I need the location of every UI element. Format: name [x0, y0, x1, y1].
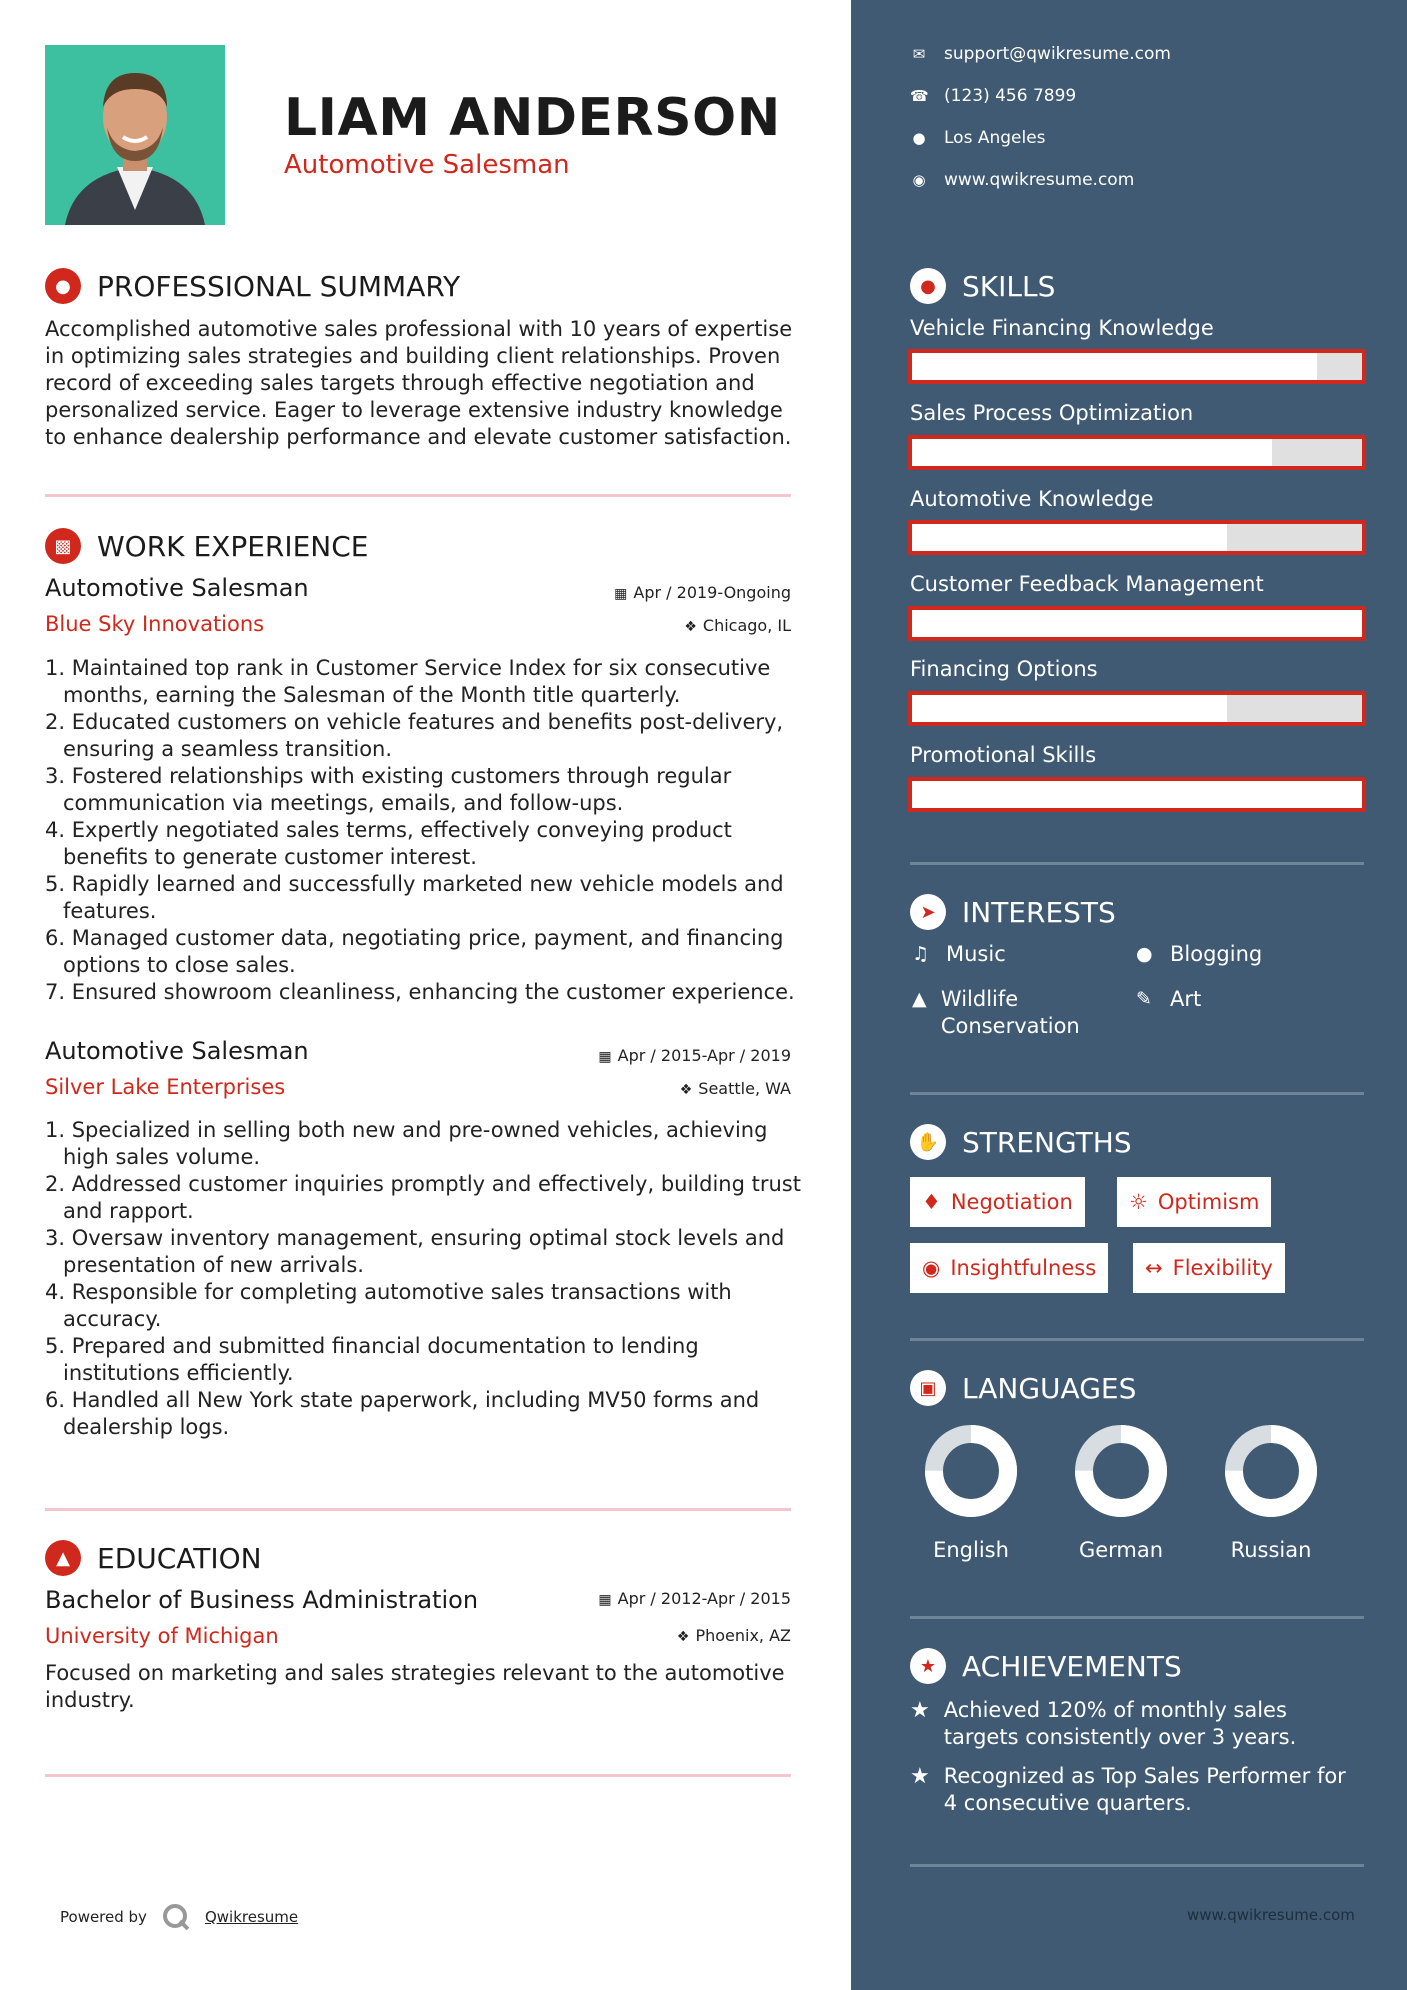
paper-plane-icon: ➤ — [910, 894, 946, 930]
interests-title: INTERESTS — [962, 895, 1116, 929]
list-item: 4. Responsible for completing automotive sales transactions with accuracy. — [45, 1280, 732, 1331]
music-icon: ♫ — [912, 943, 930, 965]
interest-label: Music — [946, 942, 1006, 966]
job-date-text: Apr / 2019-Ongoing — [633, 583, 791, 602]
skill-bar-fill — [912, 610, 1362, 637]
job-location-text: Chicago, IL — [702, 616, 791, 635]
language-icon: ▣ — [910, 1370, 946, 1406]
achievement-item — [910, 1697, 1360, 1751]
skill-bar — [908, 349, 1366, 384]
list-item: 1. Maintained top rank in Customer Service Index for six consecutive months, earning the Salesman of the Month title quarterly. — [45, 656, 771, 707]
skill-bar-fill — [912, 439, 1272, 466]
skills-title: SKILLS — [962, 269, 1056, 303]
hand-icon: ✋ — [910, 1124, 946, 1160]
contact-phone-text: (123) 456 7899 — [944, 86, 1077, 106]
job-date — [598, 1046, 791, 1065]
skills-heading — [910, 268, 1055, 304]
skill-bar — [908, 606, 1366, 641]
achievement-text: Achieved 120% of monthly sales targets consistently over 3 years. — [943, 1698, 1297, 1749]
list-item: 7. Ensured showroom cleanliness, enhancing the customer experience. — [45, 980, 795, 1004]
pin-icon: ❖ — [684, 619, 697, 635]
language-ring — [1224, 1424, 1318, 1518]
experience-title: WORK EXPERIENCE — [97, 529, 369, 563]
strength-label: Negotiation — [950, 1190, 1073, 1214]
strength-label: Flexibility — [1172, 1256, 1273, 1280]
strength-badge — [1117, 1177, 1271, 1227]
achievements-title: ACHIEVEMENTS — [962, 1649, 1182, 1683]
candidate-title: Automotive Salesman — [284, 150, 570, 180]
powered-by-label: Powered by — [60, 1908, 147, 1926]
job-location-text: Seattle, WA — [698, 1079, 791, 1098]
language-item — [916, 1424, 1026, 1562]
interest-label: Wildlife Conservation — [940, 987, 1080, 1038]
strengths-title: STRENGTHS — [962, 1125, 1132, 1159]
list-item: 6. Handled all New York state paperwork, including MV50 forms and dealership logs. — [45, 1388, 760, 1439]
interest-item — [912, 986, 1112, 1040]
contact-email[interactable] — [910, 44, 1171, 64]
section-divider — [45, 1508, 791, 1511]
list-item: 2. Educated customers on vehicle features and benefits post-delivery, ensuring a seamless transition. — [45, 710, 784, 761]
skill-label: Promotional Skills — [910, 743, 1097, 767]
list-item: 1. Specialized in selling both new and pre-owned vehicles, achieving high sales volume. — [45, 1118, 768, 1169]
strength-badge — [910, 1243, 1108, 1293]
powered-by — [60, 1902, 298, 1932]
graduation-cap-icon: ▲ — [45, 1540, 81, 1576]
star-icon: ★ — [910, 1698, 930, 1723]
languages-heading — [910, 1370, 1136, 1406]
language-label: Russian — [1230, 1538, 1312, 1562]
handshake-icon: ♦ — [922, 1190, 941, 1214]
skill-label: Vehicle Financing Knowledge — [910, 316, 1214, 340]
strengths-heading — [910, 1124, 1132, 1160]
skill-bar-fill — [912, 524, 1227, 551]
qwikresume-logo-icon — [161, 1902, 191, 1932]
briefcase-icon: ▩ — [45, 528, 81, 564]
strength-badge — [910, 1177, 1085, 1227]
summary-heading — [45, 268, 460, 304]
calendar-icon: ▦ — [598, 1049, 612, 1065]
phone-icon: ☎ — [910, 87, 929, 105]
profile-photo — [45, 45, 225, 225]
experience-heading — [45, 528, 368, 564]
skill-bar — [908, 691, 1366, 726]
contact-email-text: support@qwikresume.com — [944, 44, 1171, 64]
skill-label: Automotive Knowledge — [910, 487, 1154, 511]
achievement-text: Recognized as Top Sales Performer for 4 consecutive quarters. — [943, 1764, 1346, 1815]
globe-icon: ◉ — [912, 171, 926, 189]
map-marker-icon: ● — [912, 129, 926, 147]
skill-label: Customer Feedback Management — [910, 572, 1264, 596]
education-description: Focused on marketing and sales strategies relevant to the automotive industry. — [45, 1661, 785, 1712]
section-divider — [910, 1338, 1364, 1341]
skill-bar — [908, 777, 1366, 812]
job-date-text: Apr / 2015-Apr / 2019 — [617, 1046, 791, 1065]
section-divider — [910, 1092, 1364, 1095]
job-location — [680, 1079, 791, 1098]
list-item: 3. Oversaw inventory management, ensuring optimal stock levels and presentation of new arrivals. — [45, 1226, 785, 1277]
list-item: 2. Addressed customer inquiries promptly and effectively, building trust and rapport. — [45, 1172, 801, 1223]
language-label: English — [933, 1538, 1009, 1562]
education-location — [677, 1626, 791, 1645]
list-item: 4. Expertly negotiated sales terms, effectively conveying product benefits to generate customer interest. — [45, 818, 732, 869]
section-divider — [45, 494, 791, 497]
arrows-h-icon: ↔ — [1145, 1256, 1163, 1280]
summary-title: PROFESSIONAL SUMMARY — [97, 269, 461, 303]
skill-label: Financing Options — [910, 657, 1098, 681]
lightbulb-icon: ● — [910, 268, 946, 304]
interests-heading — [910, 894, 1116, 930]
skill-bar — [908, 435, 1366, 470]
paintbrush-icon: ✎ — [1136, 988, 1152, 1010]
eye-icon: ◉ — [922, 1256, 941, 1280]
strength-label: Optimism — [1157, 1190, 1260, 1214]
interest-item — [912, 941, 1006, 968]
skill-bar-fill — [912, 695, 1227, 722]
sun-icon: ☼ — [1129, 1190, 1148, 1214]
education-title: EDUCATION — [97, 1541, 262, 1575]
job-location — [684, 616, 791, 635]
contact-website-text: www.qwikresume.com — [944, 170, 1135, 190]
pin-icon: ❖ — [676, 1629, 690, 1645]
candidate-name: LIAM ANDERSON — [284, 88, 781, 148]
education-location-text: Phoenix, AZ — [695, 1626, 791, 1645]
language-item — [1216, 1424, 1326, 1562]
strength-badge — [1133, 1243, 1285, 1293]
job-bullets — [45, 1117, 805, 1441]
skill-bar — [908, 520, 1366, 555]
section-divider — [910, 862, 1364, 865]
qwikresume-link[interactable]: Qwikresume — [204, 1908, 299, 1926]
contact-location — [910, 128, 1046, 148]
education-date-text: Apr / 2012-Apr / 2015 — [617, 1589, 791, 1608]
contact-phone[interactable] — [910, 86, 1076, 106]
summary-text: Accomplished automotive sales professional with 10 years of expertise in optimizing sales strategies and building client relationships. Proven record of exceeding sales targets through effective negotiation and personalized service. Eager to leverage extensive industry knowledge to enhance dealership performance and elevate customer satisfaction. — [45, 317, 793, 449]
pin-icon: ❖ — [679, 1082, 693, 1098]
user-icon: ● — [45, 268, 81, 304]
job-title: Automotive Salesman — [45, 1037, 309, 1065]
job-bullets — [45, 655, 805, 1006]
language-ring — [924, 1424, 1018, 1518]
users-icon: ● — [1136, 943, 1153, 965]
job-date — [614, 583, 791, 602]
star-icon: ★ — [910, 1648, 946, 1684]
list-item: 3. Fostered relationships with existing customers through regular communication via meetings, emails, and follow-ups. — [45, 764, 732, 815]
language-ring — [1074, 1424, 1168, 1518]
bullhorn-icon: ▲ — [912, 988, 927, 1010]
language-item — [1066, 1424, 1176, 1562]
strength-label: Insightfulness — [950, 1256, 1097, 1280]
interest-label: Art — [1170, 987, 1202, 1011]
skill-bar-fill — [912, 781, 1362, 808]
envelope-icon: ✉ — [912, 45, 926, 63]
achievements-heading — [910, 1648, 1182, 1684]
contact-website[interactable] — [910, 170, 1134, 190]
interest-item — [1136, 986, 1201, 1013]
interest-label: Blogging — [1170, 942, 1263, 966]
list-item: 5. Rapidly learned and successfully marketed new vehicle models and features. — [45, 872, 784, 923]
achievement-item — [910, 1763, 1360, 1817]
job-title: Automotive Salesman — [45, 574, 309, 602]
footer-url[interactable]: www.qwikresume.com — [1187, 1906, 1355, 1924]
skill-label: Sales Process Optimization — [910, 401, 1194, 425]
language-label: German — [1078, 1538, 1164, 1562]
school-name: University of Michigan — [45, 1624, 279, 1648]
contact-location-text: Los Angeles — [944, 128, 1046, 148]
star-icon: ★ — [910, 1764, 930, 1789]
section-divider — [910, 1864, 1364, 1867]
skill-bar-fill — [912, 353, 1317, 380]
interest-item — [1136, 941, 1262, 968]
languages-title: LANGUAGES — [962, 1371, 1137, 1405]
section-divider — [910, 1616, 1364, 1619]
section-divider — [45, 1774, 791, 1777]
list-item: 6. Managed customer data, negotiating price, payment, and financing options to close sales. — [45, 926, 784, 977]
calendar-icon: ▦ — [614, 586, 628, 602]
calendar-icon: ▦ — [598, 1592, 612, 1608]
education-date — [598, 1589, 791, 1608]
job-company: Blue Sky Innovations — [45, 612, 265, 636]
degree-title: Bachelor of Business Administration — [45, 1586, 479, 1614]
list-item: 5. Prepared and submitted financial documentation to lending institutions efficiently. — [45, 1334, 699, 1385]
education-heading — [45, 1540, 262, 1576]
job-company: Silver Lake Enterprises — [45, 1075, 286, 1099]
